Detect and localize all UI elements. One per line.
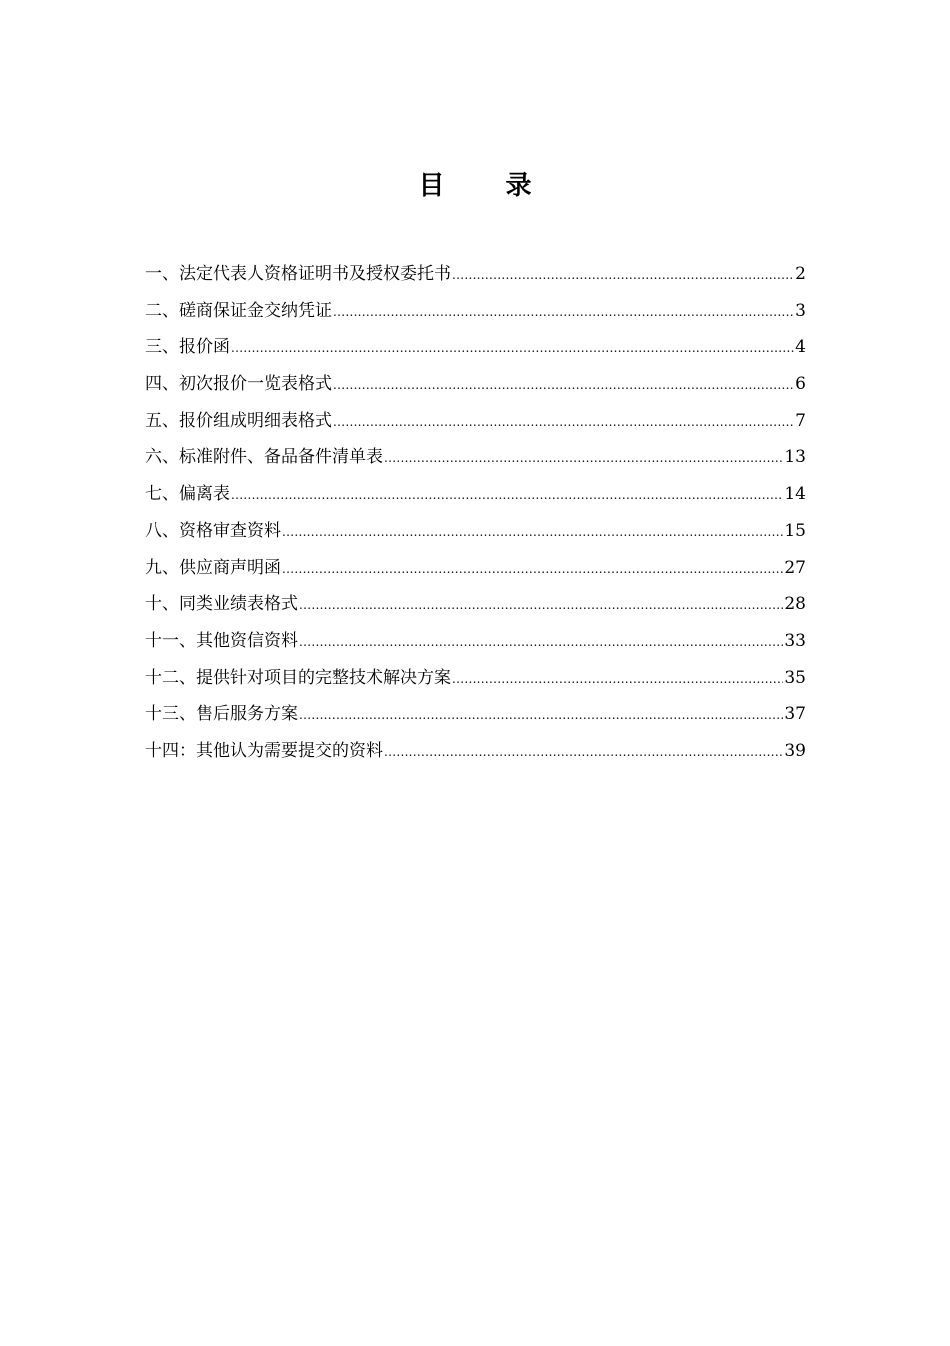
toc-entry[interactable]: [145, 513, 806, 550]
toc-entry[interactable]: [145, 696, 806, 733]
toc-dot-leader: [282, 551, 783, 587]
toc-entry-page: 39: [784, 740, 806, 761]
toc-entry-label: 十一、其他资信资料: [145, 630, 298, 651]
toc-entry[interactable]: [145, 329, 806, 366]
toc-entry-label: 十二、提供针对项目的完整技术解决方案: [145, 667, 451, 688]
toc-entry-label: 十、同类业绩表格式: [145, 594, 298, 615]
toc-entry-page: 6: [795, 374, 806, 395]
toc-entry-label: 五、报价组成明细表格式: [145, 410, 332, 431]
toc-list: [145, 256, 806, 770]
toc-dot-leader: [299, 697, 783, 733]
toc-dot-leader: [299, 624, 783, 660]
toc-entry-label: 二、磋商保证金交纳凭证: [145, 300, 332, 321]
toc-entry-page: 37: [784, 704, 806, 725]
toc-entry-label: 三、报价函: [145, 337, 230, 358]
toc-entry[interactable]: [145, 586, 806, 623]
toc-entry-page: 4: [795, 337, 806, 358]
toc-entry[interactable]: [145, 476, 806, 513]
toc-dot-leader: [384, 734, 783, 770]
toc-entry-label: 一、法定代表人资格证明书及授权委托书: [145, 264, 451, 284]
toc-entry[interactable]: [145, 733, 806, 770]
toc-entry-page: 27: [784, 557, 806, 578]
toc-entry-page: 15: [784, 520, 806, 541]
toc-entry-label: 四、初次报价一览表格式: [145, 374, 332, 395]
toc-entry-page: 33: [784, 630, 806, 651]
toc-entry-page: 7: [795, 410, 806, 431]
toc-entry-label: 十三、售后服务方案: [145, 704, 298, 725]
toc-dot-leader: [282, 514, 783, 550]
toc-entry-label: 七、偏离表: [145, 484, 230, 505]
toc-entry[interactable]: [145, 366, 806, 403]
toc-dot-leader: [333, 404, 794, 440]
toc-dot-leader: [231, 477, 783, 513]
toc-dot-leader: [452, 661, 783, 697]
toc-dot-leader: [452, 257, 794, 293]
toc-dot-leader: [333, 367, 794, 403]
toc-dot-leader: [231, 330, 794, 366]
toc-entry-label: 十四：其他认为需要提交的资料: [145, 740, 383, 761]
toc-dot-leader: [299, 587, 783, 623]
toc-entry-page: 14: [784, 484, 806, 505]
toc-entry[interactable]: [145, 550, 806, 587]
toc-entry-page: 35: [784, 667, 806, 688]
toc-entry[interactable]: [145, 256, 806, 293]
toc-entry-page: 13: [784, 447, 806, 468]
toc-entry[interactable]: [145, 623, 806, 660]
toc-entry-label: 六、标准附件、备品备件清单表: [145, 447, 383, 468]
toc-entry[interactable]: [145, 403, 806, 440]
toc-entry[interactable]: [145, 660, 806, 697]
toc-entry-page: 3: [795, 300, 806, 321]
toc-entry[interactable]: [145, 439, 806, 476]
toc-entry-page: 28: [784, 594, 806, 615]
toc-dot-leader: [333, 294, 794, 330]
toc-dot-leader: [384, 440, 783, 476]
toc-entry-label: 八、资格审查资料: [145, 520, 281, 541]
toc-title: 目 录: [418, 171, 558, 201]
toc-entry-label: 九、供应商声明函: [145, 557, 281, 578]
toc-entry-page: 2: [795, 264, 806, 284]
toc-entry[interactable]: [145, 293, 806, 330]
